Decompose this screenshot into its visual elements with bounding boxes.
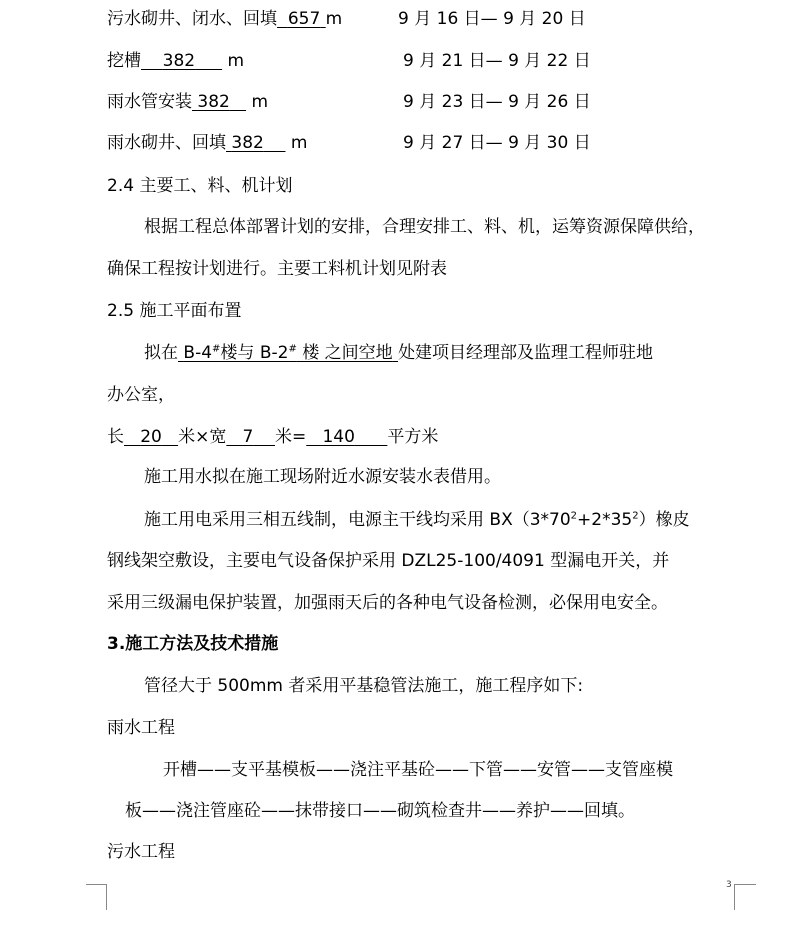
paragraph-plan: 根据工程总体部署计划的安排，合理安排工、料、机，运筹资源保障供给， — [144, 217, 705, 237]
schedule-dates: 9 月 16 日— 9 月 20 日 — [398, 9, 586, 29]
site-location: 拟在 B-4#楼与 B-2# 楼 之间空地 处建项目经理部及监理工程师驻地 — [144, 343, 654, 363]
section-heading-2-5: 2.5 施工平面布置 — [107, 301, 242, 321]
paragraph-plan-cont: 确保工程按计划进行。主要工料机计划见附表 — [107, 259, 447, 279]
crop-mark-left — [86, 884, 107, 885]
site-dimensions: 长 20 米×宽 7 米= 140 平方米 — [107, 427, 439, 447]
section-heading-3: 3.施工方法及技术措施 — [107, 634, 279, 654]
rain-works-title: 雨水工程 — [107, 718, 175, 738]
power-supply-cont: 钢线架空敷设，主要电气设备保护采用 DZL25-100/4091 型漏电开关，并 — [107, 551, 670, 571]
crop-mark-left — [106, 884, 107, 910]
schedule-dates: 9 月 21 日— 9 月 22 日 — [403, 51, 591, 71]
schedule-dates: 9 月 23 日— 9 月 26 日 — [403, 92, 591, 112]
rain-process-flow-cont: 板——浇注管座砼——抹带接口——砌筑检查井——养护——回填。 — [125, 801, 635, 821]
schedule-task: 雨水管安装 382 m — [107, 92, 269, 112]
schedule-dates: 9 月 27 日— 9 月 30 日 — [403, 133, 591, 153]
power-supply: 施工用电采用三相五线制，电源主干线均采用 $BX(3*70^2+2*35^2)$橡皮 — [144, 510, 690, 530]
schedule-task: 污水砌井、闭水、回填 657 m — [107, 9, 343, 29]
page-number: 3 — [726, 880, 732, 890]
method-intro: 管径大于 500mm 者采用平基稳管法施工，施工程序如下: — [144, 676, 584, 696]
site-location-cont: 办公室， — [107, 385, 175, 405]
section-heading-2-4: 2.4 主要工、料、机计划 — [107, 176, 293, 196]
crop-mark-right — [734, 884, 756, 885]
rain-process-flow: 开槽——支平基模板——浇注平基砼——下管——安管——支管座模 — [163, 760, 673, 780]
crop-mark-right — [734, 884, 735, 910]
sewage-works-title: 污水工程 — [107, 842, 175, 862]
schedule-task: 雨水砌井、回填 382 m — [107, 133, 308, 153]
schedule-task: 挖槽 382 m — [107, 51, 245, 71]
power-supply-cont: 采用三级漏电保护装置，加强雨天后的各种电气设备检测，必保用电安全。 — [107, 593, 668, 613]
water-supply: 施工用水拟在施工现场附近水源安装水表借用。 — [144, 467, 501, 487]
